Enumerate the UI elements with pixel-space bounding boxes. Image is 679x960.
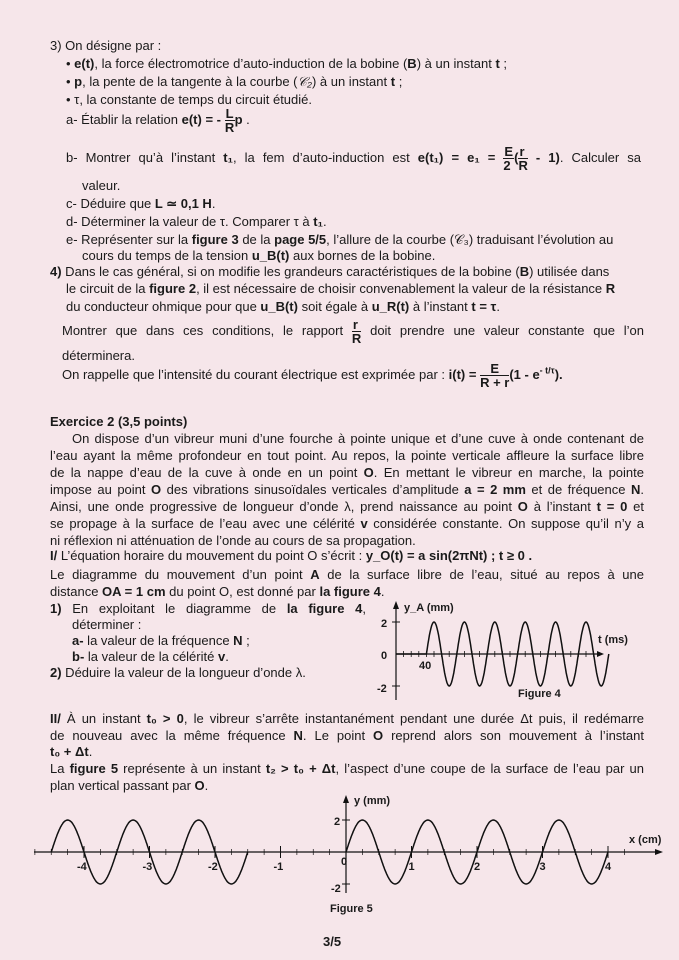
ex2-p6: se propage à la surface de l’eau avec une célérité v considérée constante. On suppose qu’il n’y a	[50, 516, 644, 531]
ex2-q1-b: b- la valeur de la célérité v.	[72, 649, 229, 664]
part-II-line3: t₀ + Δt.	[50, 744, 93, 759]
fig5-caption: Figure 5	[330, 903, 373, 915]
q3-bullet-3: • τ, la constante de temps du circuit étudié.	[66, 92, 312, 107]
fraction-L-over-R: $\frac{L}{R}$	[224, 106, 235, 135]
q3-d: d- Déterminer la valeur de τ. Comparer τ à t₁.	[66, 214, 327, 229]
fig4-tick-y-0: 0	[381, 650, 388, 662]
fig5-tick-x-label: 1	[408, 861, 415, 873]
page-number: 3/5	[323, 934, 342, 949]
fraction-E-over-R-plus-r: $\frac{E}{R + r}$	[480, 361, 510, 390]
fig5-tick-x-label: -2	[208, 861, 218, 873]
fig5-ylabel: y (mm)	[354, 795, 391, 807]
fraction-r-over-R: $\frac{r}{R}$	[518, 144, 528, 173]
ex2-p5: Ainsi, une onde progressive de longueur d’onde λ, prend naissance au point O à l’instant t = 0 et	[50, 499, 644, 514]
exercise-2-title: Exercice 2 (3,5 points)	[50, 414, 188, 429]
fig4-caption: Figure 4	[518, 688, 561, 700]
q4-line3: du conducteur ohmique pour que u_B(t) soit égale à u_R(t) à l’instant t = τ.	[66, 299, 500, 314]
part-II-line2: de nouveau avec la même fréquence N. Le point O reprend alors son mouvement à l’instant	[50, 728, 644, 743]
fig5-x-axis-arrow	[655, 849, 663, 855]
ex2-p7: ni réflexion ni atténuation de l’onde au cours de sa propagation.	[50, 533, 416, 548]
ex2-q2: 2) Déduire la valeur de la longueur d’onde λ.	[50, 665, 306, 680]
part-I-equation: I/ L’équation horaire du mouvement du point O s’écrit : y_O(t) = a sin(2πNt) ; t ≥ 0 .	[50, 548, 533, 563]
fig5-tick-y-2: 2	[334, 816, 341, 828]
q3-e-line2: cours du temps de la tension u_B(t) aux bornes de la bobine.	[82, 248, 436, 263]
fraction-r-over-R-ratio: $\frac{r}{R}$	[351, 317, 362, 346]
q4-line1: 4) Dans le cas général, si on modifie les grandeurs caractéristiques de la bobine (B) utilisée dans	[50, 264, 610, 279]
fig5-tick-x-label: 4	[605, 861, 612, 873]
fig4-ylabel: y_A (mm)	[404, 602, 454, 614]
fig4-tick-x-40: 40	[419, 660, 432, 672]
fig5-tick-x-label: 2	[474, 861, 481, 873]
ex2-diagram-line1: Le diagramme du mouvement d’un point A de la surface libre de l’eau, situé au repos à une	[50, 567, 644, 582]
q3-title: 3) On désigne par :	[50, 38, 162, 53]
fig5-y-axis-arrow	[343, 795, 349, 803]
q3-a: a- Établir la relation e(t) = - $\frac{L}{R}$ p .	[66, 106, 250, 135]
q3-bullet-2: • p, la pente de la tangente à la courbe (𝒞₂) à un instant t ;	[66, 74, 403, 89]
ex2-q1: 1) En exploitant le diagramme de la figure 4,	[50, 601, 366, 616]
q3-b: b- Montrer qu’à l’instant t₁, la fem d’auto-induction est e(t₁) = e₁ = $\frac{E}{2}$ ( $\frac{r}{R}$ - 1). Calculer sa	[66, 144, 641, 173]
fig5-tick-x-label: -3	[142, 861, 153, 873]
ex2-p4: impose au point O des vibrations sinusoïdales verticales d’amplitude a = 2 mm et de fréquence N.	[50, 482, 644, 497]
fig5-xlabel: x (cm)	[629, 834, 662, 846]
ex2-p3: de la nappe d’eau de la cuve à onde en un point O. En mettant le vibreur en marche, la pointe	[50, 465, 644, 480]
fig4-tick-y-neg2: -2	[377, 683, 387, 695]
q3-e: e- Représenter sur la figure 3 de la page 5/5, l’allure de la courbe (𝒞₃) traduisant l’évolution au	[66, 232, 614, 247]
fig5-tick-x-label: -4	[77, 861, 87, 873]
q4-line5: déterminera.	[62, 348, 135, 363]
figure5-intro-line2: plan vertical passant par O.	[50, 778, 209, 793]
fig5-tick-x-label: -1	[273, 861, 284, 873]
q4-line4: Montrer que dans ces conditions, le rapport $\frac{r}{R}$ doit prendre une valeur constante que l’on	[62, 317, 645, 346]
q4-line6: On rappelle que l’intensité du courant électrique est exprimée par : i(t) = $\frac{E}{R + r}$ $(1 - e^{- t/\tau})$.	[62, 361, 563, 390]
ex2-q1-a: a- la valeur de la fréquence N ;	[72, 633, 250, 648]
ex2-diagram-line2: distance OA = 1 cm du point O, est donné par la figure 4.	[50, 584, 385, 599]
part-II-line1: II/ À un instant t₀ > 0, le vibreur s’arrête instantanément pendant une durée Δt puis, il redémarre	[50, 711, 645, 726]
q3-b-line2: valeur.	[82, 178, 121, 193]
fig4-xlabel: t (ms)	[598, 634, 628, 646]
q3-bullet-1: • e(t), la force électromotrice d’auto-induction de la bobine (B) à un instant t ;	[66, 56, 508, 71]
q4-line2: le circuit de la figure 2, il est nécessaire de choisir convenablement la valeur de la résistance R	[66, 281, 616, 296]
fig5-tick-y-0: 0	[341, 856, 348, 868]
fig5-tick-y-neg2: -2	[331, 883, 341, 895]
q3-c: c- Déduire que L ≃ 0,1 H.	[66, 196, 216, 211]
ex2-q1-line2: déterminer :	[72, 617, 142, 632]
figure5-intro-line1: La figure 5 représente à un instant t₂ > t₀ + Δt, l’aspect d’une coupe de la surface de l’eau par un	[50, 761, 644, 776]
fig5-tick-x-label: 3	[539, 861, 546, 873]
fig4-tick-y-2: 2	[381, 618, 388, 630]
ex2-p2: l’eau ayant la même profondeur en tout point. Au repos, la pointe verticale affleure la surface libre	[50, 448, 644, 463]
fraction-E-over-2: $\frac{E}{2}$	[503, 144, 514, 173]
ex2-p1: On dispose d’un vibreur muni d’une fourche à pointe unique et d’une cuve à onde contenant de	[72, 431, 644, 446]
